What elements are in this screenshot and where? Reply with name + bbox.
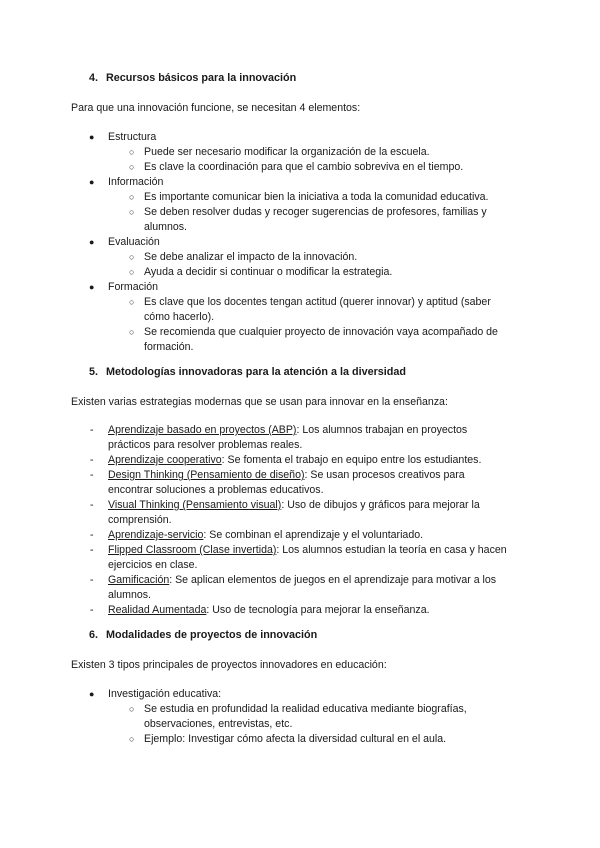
list-item: ● Estructura ○ Puede ser necesario modificar la organización de la escuela. ○ Es clave la coordinación para que el cambio sobreviva en el tiempo.	[0, 130, 518, 175]
section-4-title: Recursos básicos para la innovación	[106, 72, 297, 84]
section-5-number: 5.	[89, 366, 99, 378]
sub-list-item: ○ Es clave que los docentes tengan actitud (querer innovar) y aptitud (saber cómo hacerlo).	[129, 296, 491, 323]
circle-bullet-icon: ○	[129, 734, 135, 744]
sub-list-item: ○ Puede ser necesario modificar la organización de la escuela.	[129, 146, 430, 158]
section-6-list	[0, 687, 600, 747]
term-link: Realidad Aumentada	[108, 604, 207, 616]
term-link: Visual Thinking (Pensamiento visual)	[108, 499, 282, 511]
dash-marker: -	[90, 604, 94, 616]
bullet-icon: ●	[89, 132, 95, 142]
bullet-icon: ●	[89, 282, 95, 292]
term-link: Aprendizaje-servicio	[108, 529, 204, 541]
bullet-icon: ●	[89, 177, 95, 187]
section-6-heading	[89, 628, 317, 643]
term-link: Aprendizaje basado en proyectos (ABP)	[108, 424, 297, 436]
list-item: ● Información ○ Es importante comunicar bien la iniciativa a toda la comunidad educativa. ○ Se deben resolver dudas y recoger sugerencias de profesores, familias y alumnos.	[0, 175, 518, 235]
section-4-intro: Para que una innovación funcione, se necesitan 4 elementos:	[71, 102, 361, 114]
list-item: ● Investigación educativa: ○ Se estudia en profundidad la realidad educativa mediante biografías, observaciones, entrevistas, etc. ○ Ejemplo: Investigar cómo afecta la diversidad cultural en el aula.	[0, 687, 518, 747]
dash-marker: -	[90, 499, 94, 511]
circle-bullet-icon: ○	[129, 192, 135, 202]
circle-bullet-icon: ○	[129, 207, 135, 217]
term-link: Aprendizaje cooperativo	[108, 454, 222, 466]
circle-bullet-icon: ○	[129, 704, 135, 714]
sub-list-item: ○ Es importante comunicar bien la iniciativa a toda la comunidad educativa.	[129, 191, 489, 203]
sub-list-item: ○ Ejemplo: Investigar cómo afecta la diversidad cultural en el aula.	[129, 733, 447, 745]
section-6-number: 6.	[89, 629, 99, 641]
bullet-icon: ●	[89, 689, 95, 699]
dash-marker: -	[90, 469, 94, 481]
list-item: - Flipped Classroom (Clase invertida): Los alumnos estudian la teoría en casa y hacen ejercicios en clase.	[90, 544, 507, 571]
term-link: Design Thinking (Pensamiento de diseño)	[108, 469, 305, 481]
dash-marker: -	[90, 574, 94, 586]
list-item: ● Formación ○ Es clave que los docentes tengan actitud (querer innovar) y aptitud (saber cómo hacerlo). ○ Se recomienda que cualquier proyecto de innovación vaya acompañado de formación.	[0, 280, 518, 355]
sub-list-item: ○ Se deben resolver dudas y recoger sugerencias de profesores, familias y alumnos.	[129, 206, 487, 233]
dash-marker: -	[90, 454, 94, 466]
dash-marker: -	[90, 424, 94, 436]
list-item: ● Evaluación ○ Se debe analizar el impacto de la innovación. ○ Ayuda a decidir si continuar o modificar la estrategia.	[0, 235, 518, 280]
circle-bullet-icon: ○	[129, 267, 135, 277]
section-5-heading	[89, 365, 406, 380]
sub-list-item: ○ Es clave la coordinación para que el cambio sobreviva en el tiempo.	[129, 161, 464, 173]
list-item: - Realidad Aumentada: Uso de tecnología para mejorar la enseñanza.	[90, 604, 430, 616]
list-item: - Design Thinking (Pensamiento de diseño): Se usan procesos creativos para encontrar soluciones a problemas educativos.	[90, 469, 465, 496]
list-item: - Visual Thinking (Pensamiento visual): Uso de dibujos y gráficos para mejorar la comprensión.	[90, 499, 480, 526]
sub-list-item: ○ Se estudia en profundidad la realidad educativa mediante biografías, observaciones, entrevistas, etc.	[129, 703, 467, 730]
section-5-title: Metodologías innovadoras para la atención a la diversidad	[106, 366, 406, 378]
list-item: - Gamificación: Se aplican elementos de juegos en el aprendizaje para motivar a los alumnos.	[90, 574, 497, 601]
dash-marker: -	[90, 544, 94, 556]
circle-bullet-icon: ○	[129, 327, 135, 337]
section-4-number: 4.	[89, 72, 99, 84]
circle-bullet-icon: ○	[129, 147, 135, 157]
bullet-icon: ●	[89, 237, 95, 247]
list-item: - Aprendizaje-servicio: Se combinan el aprendizaje y el voluntariado.	[90, 529, 424, 541]
circle-bullet-icon: ○	[129, 252, 135, 262]
circle-bullet-icon: ○	[129, 162, 135, 172]
dash-marker: -	[90, 529, 94, 541]
section-4-list	[0, 130, 600, 355]
section-6-title: Modalidades de proyectos de innovación	[106, 629, 318, 641]
section-6-intro: Existen 3 tipos principales de proyectos innovadores en educación:	[71, 659, 387, 671]
section-4-heading	[89, 71, 296, 86]
list-item: - Aprendizaje basado en proyectos (ABP): Los alumnos trabajan en proyectos prácticos para resolver problemas reales.	[90, 424, 468, 451]
sub-list-item: ○ Se recomienda que cualquier proyecto de innovación vaya acompañado de formación.	[129, 326, 498, 353]
list-item: - Aprendizaje cooperativo: Se fomenta el trabajo en equipo entre los estudiantes.	[90, 454, 482, 466]
term-link: Gamificación	[108, 574, 170, 586]
section-5-list	[0, 423, 600, 618]
circle-bullet-icon: ○	[129, 297, 135, 307]
section-5-intro: Existen varias estrategias modernas que se usan para innovar en la enseñanza:	[71, 396, 448, 408]
term-link: Flipped Classroom (Clase invertida)	[108, 544, 277, 556]
sub-list-item: ○ Ayuda a decidir si continuar o modificar la estrategia.	[129, 266, 393, 278]
sub-list-item: ○ Se debe analizar el impacto de la innovación.	[129, 251, 358, 263]
